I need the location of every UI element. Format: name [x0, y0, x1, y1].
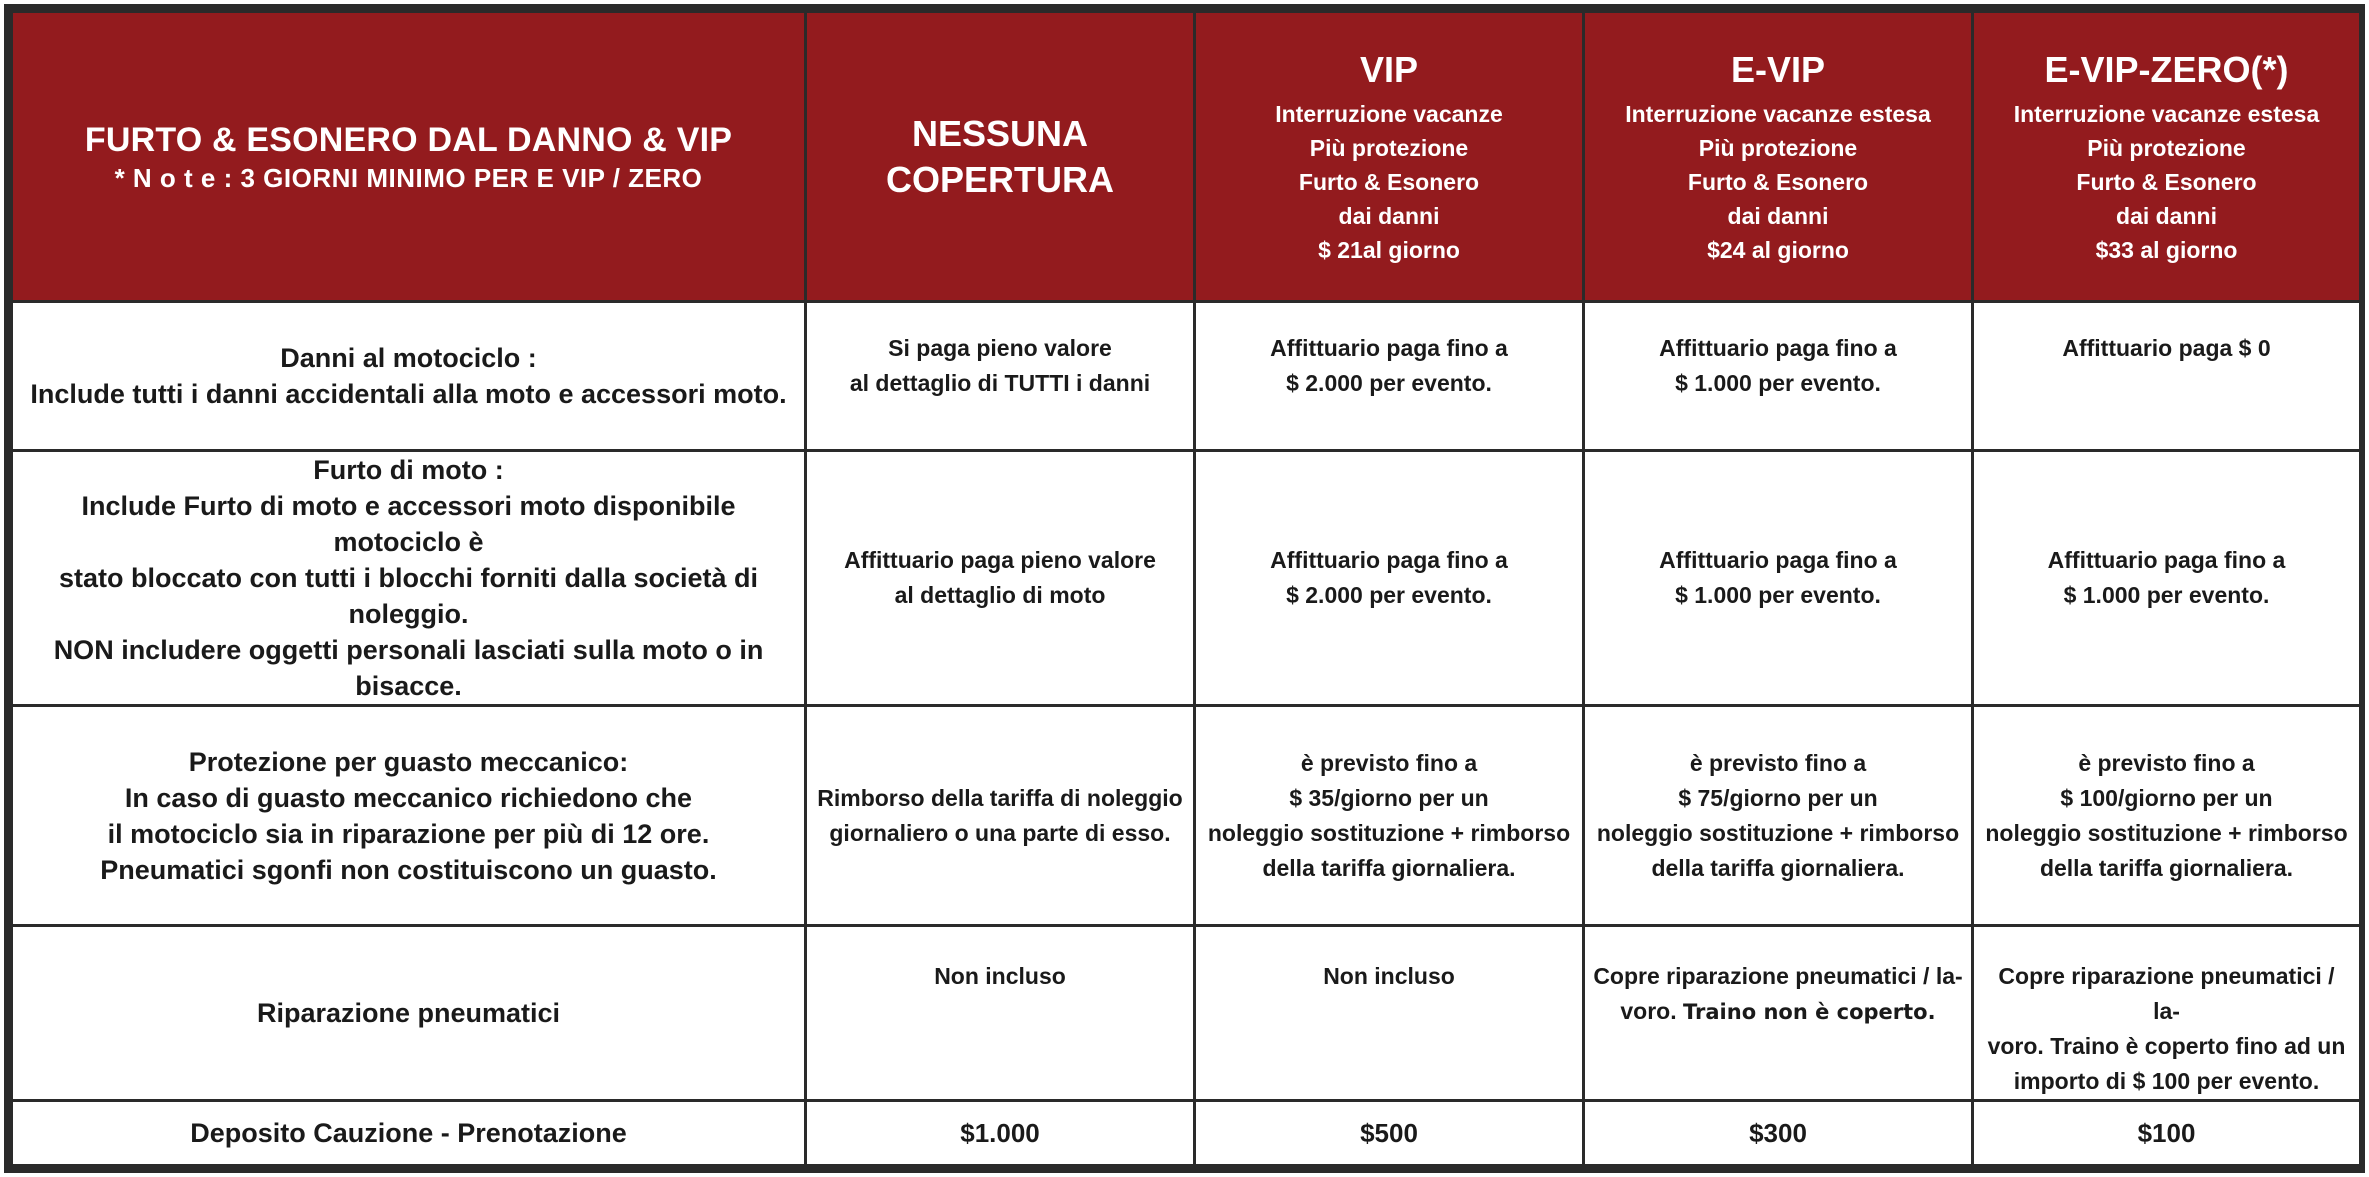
header-no-coverage: NESSUNA COPERTURA: [885, 112, 1114, 200]
cell-no-coverage: Rimborso della tariffa di noleggio giornaliero o una parte di esso.: [806, 706, 1195, 926]
plan-name: E-VIP: [1730, 48, 1826, 90]
cell-e-vip: è previsto fino a $ 75/giorno per un noleggio sostituzione + rimborso della tariffa giornaliera.: [1584, 706, 1973, 926]
table-row-bike-damage: [12, 302, 2361, 451]
cell-no-coverage: Affittuario paga pieno valore al dettaglio di moto: [806, 451, 1195, 706]
header-plan-e-vip-zero: [1973, 12, 2361, 302]
cell-e-vip-zero: è previsto fino a $ 100/giorno per un noleggio sostituzione + rimborso della tariffa giornaliera.: [1973, 706, 2361, 926]
cell-vip: Non incluso: [1195, 926, 1584, 1101]
cell-e-vip-zero: Copre riparazione pneumatici / la- voro. Traino è coperto fino ad un importo di $ 100 per evento.: [1973, 926, 2361, 1101]
table-row-mechanical: [12, 706, 2361, 926]
cell-no-coverage: Non incluso: [806, 926, 1195, 1101]
plan-description: Interruzione vacanze estesa Più protezione Furto & Esonero dai danni $33 al giorno: [2013, 100, 2320, 263]
row-label: Danni al motociclo : Include tutti i danni accidentali alla moto e accessori moto.: [12, 302, 806, 451]
cell-vip: Affittuario paga fino a $ 2.000 per evento.: [1195, 302, 1584, 451]
cell-no-coverage: $1.000: [806, 1101, 1195, 1166]
table-row-theft: [12, 451, 2361, 706]
cell-e-vip: Affittuario paga fino a $ 1.000 per evento.: [1584, 302, 1973, 451]
cell-vip: Affittuario paga fino a $ 2.000 per evento.: [1195, 451, 1584, 706]
cell-vip: $500: [1195, 1101, 1584, 1166]
header-plan-e-vip: [1584, 12, 1973, 302]
table-row-deposit: [12, 1101, 2361, 1166]
cell-e-vip-zero: Affittuario paga $ 0: [1973, 302, 2361, 451]
coverage-table-frame: [4, 4, 2365, 1173]
towing-not-covered-note: Traino non è coperto.: [1683, 1000, 1936, 1024]
plan-description: Interruzione vacanze Più protezione Furto & Esonero dai danni $ 21al giorno: [1275, 100, 1503, 263]
plan-name: VIP: [1359, 48, 1419, 90]
row-label: Protezione per guasto meccanico: In caso di guasto meccanico richiedono che il motociclo sia in riparazione per più di 12 ore. Pneumatici sgonfi non costituiscono un guasto.: [12, 706, 806, 926]
header-main-cell: [12, 12, 806, 302]
cell-e-vip-zero: $100: [1973, 1101, 2361, 1166]
row-label: Deposito Cauzione - Prenotazione: [12, 1101, 806, 1166]
table-row-tire-repair: [12, 926, 2361, 1101]
cell-e-vip: $300: [1584, 1101, 1973, 1166]
row-label: Furto di moto : Include Furto di moto e accessori moto disponibile motociclo è stato bloccato con tutti i blocchi forniti dalla società di noleggio. NON includere oggetti personali lasciati sulla moto o in bisacce.: [12, 451, 806, 706]
header-main-title: FURTO & ESONERO DAL DANNO & VIP: [84, 120, 733, 159]
plan-description: Interruzione vacanze estesa Più protezione Furto & Esonero dai danni $24 al giorno: [1625, 100, 1931, 263]
header-main-note: * N o t e : 3 GIORNI MINIMO PER E VIP / ZERO: [114, 162, 703, 193]
cell-vip: è previsto fino a $ 35/giorno per un noleggio sostituzione + rimborso della tariffa giornaliera.: [1195, 706, 1584, 926]
coverage-comparison-table: [10, 10, 2362, 1167]
header-plan-vip: [1195, 12, 1584, 302]
cell-e-vip-zero: Affittuario paga fino a $ 1.000 per evento.: [1973, 451, 2361, 706]
row-label: Riparazione pneumatici: [12, 926, 806, 1101]
header-no-coverage-cell: [806, 12, 1195, 302]
cell-no-coverage: Si paga pieno valore al dettaglio di TUTTI i danni: [806, 302, 1195, 451]
cell-e-vip: [1584, 926, 1973, 1101]
cell-text: Copre riparazione pneumatici / la- voro.: [1593, 963, 1963, 1024]
plan-name: E-VIP-ZERO(*): [2044, 48, 2289, 90]
cell-e-vip: Affittuario paga fino a $ 1.000 per evento.: [1584, 451, 1973, 706]
header-row: [12, 12, 2361, 302]
